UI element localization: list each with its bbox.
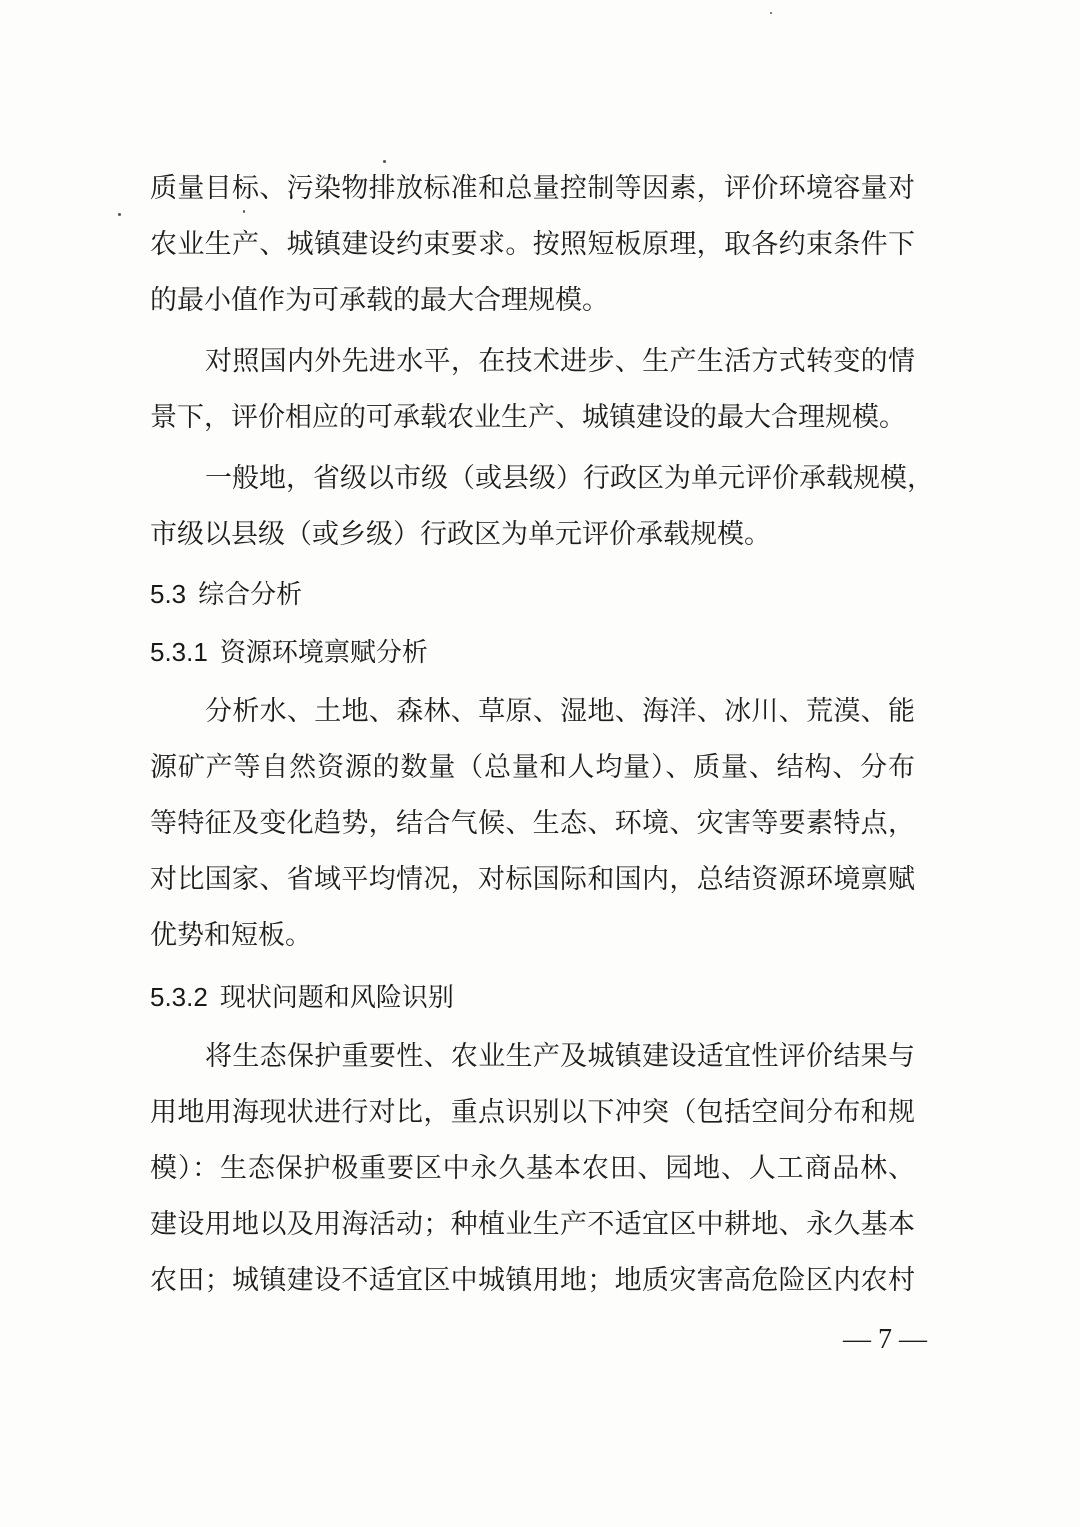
section-title: 资源环境禀赋分析 [219, 638, 428, 668]
paragraph-line: 模）：生态保护极重要区中永久基本农田、园地、人工商品林、 [150, 1153, 915, 1184]
section-number: 5.3.2 [150, 982, 208, 1012]
paragraph-line: 农田；城镇建设不适宜区中城镇用地；地质灾害高危险区内农村 [150, 1265, 915, 1296]
paragraph-line: 等特征及变化趋势，结合气候、生态、环境、灾害等要素特点， [150, 808, 915, 839]
paragraph-line: 质量目标、污染物排放标准和总量控制等因素，评价环境容量对 [150, 173, 915, 204]
paragraph-line: 源矿产等自然资源的数量（总量和人均量）、质量、结构、分布 [150, 752, 915, 783]
paragraph-line: 分析水、土地、森林、草原、湿地、海洋、冰川、荒漠、能 [205, 696, 915, 727]
paragraph-line: 用地用海现状进行对比，重点识别以下冲突（包括空间分布和规 [150, 1097, 915, 1128]
page-number: — 7 — [843, 1324, 927, 1355]
paragraph-line: 的最小值作为可承载的最大合理规模。 [150, 285, 609, 316]
section-heading-5-3-2 [150, 972, 454, 1022]
paragraph-line: 农业生产、城镇建设约束要求。按照短板原理，取各约束条件下 [150, 229, 915, 260]
paragraph-line: 一般地，省级以市级（或县级）行政区为单元评价承载规模， [205, 463, 934, 494]
scan-speck [770, 12, 772, 14]
scan-speck [118, 213, 121, 216]
section-heading-5-3 [150, 569, 302, 619]
section-number: 5.3 [150, 579, 187, 609]
section-title: 现状问题和风险识别 [219, 983, 454, 1013]
section-title: 综合分析 [198, 580, 303, 610]
paragraph-line: 将生态保护重要性、农业生产及城镇建设适宜性评价结果与 [205, 1041, 915, 1072]
section-heading-5-3-1 [150, 627, 428, 677]
paragraph-line: 对照国内外先进水平，在技术进步、生产生活方式转变的情 [205, 346, 915, 377]
paragraph-line: 优势和短板。 [150, 920, 312, 951]
paragraph-line: 建设用地以及用海活动；种植业生产不适宜区中耕地、永久基本 [150, 1209, 915, 1240]
paragraph-line: 景下，评价相应的可承载农业生产、城镇建设的最大合理规模。 [150, 402, 906, 433]
paragraph-line: 市级以县级（或乡级）行政区为单元评价承载规模。 [150, 519, 771, 550]
section-number: 5.3.1 [150, 637, 208, 667]
paragraph-line: 对比国家、省域平均情况，对标国际和国内，总结资源环境禀赋 [150, 864, 915, 895]
